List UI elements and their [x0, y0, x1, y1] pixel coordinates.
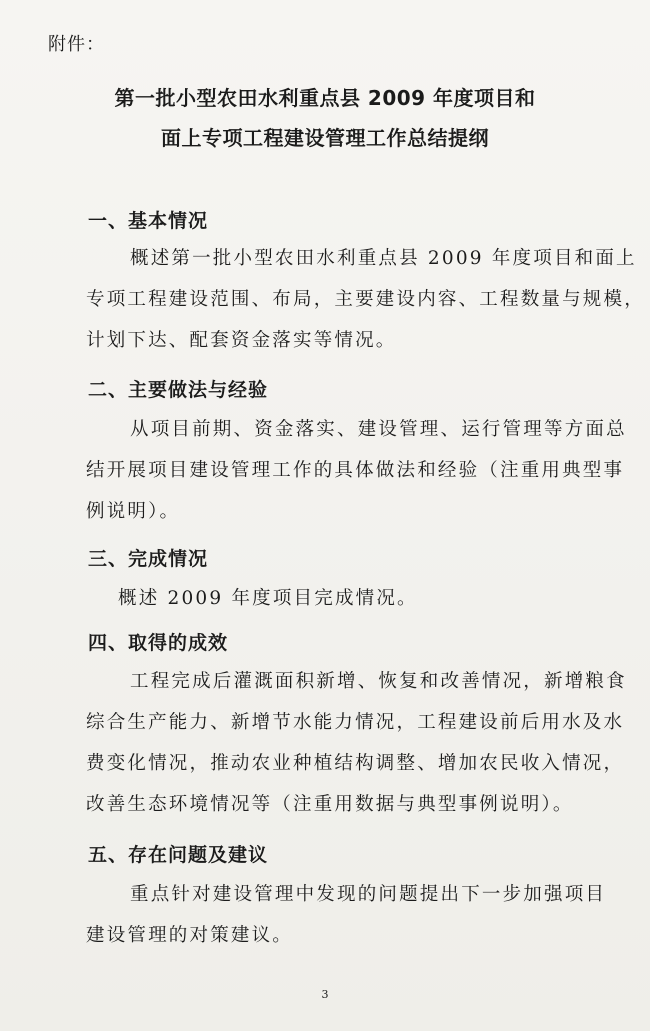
section-body-completion: [42, 578, 612, 619]
body-line: 综合生产能力、新增节水能力情况，工程建设前后用水及水: [86, 712, 625, 733]
section-heading-practice: 二、主要做法与经验: [88, 379, 269, 401]
body-line: 工程完成后灌溉面积新增、恢复和改善情况，新增粮食: [130, 671, 627, 692]
section-heading-completion: 三、完成情况: [88, 548, 209, 570]
section-body-results: [42, 661, 627, 825]
body-line: 专项工程建设范围、布局，主要建设内容、工程数量与规模，: [86, 289, 645, 310]
body-line: 例说明）。: [86, 501, 181, 522]
body-line: 结开展项目建设管理工作的具体做法和经验（注重用典型事: [86, 460, 625, 481]
body-line: 计划下达、配套资金落实等情况。: [86, 330, 397, 351]
document-title-line-2: 面上专项工程建设管理工作总结提纲: [161, 126, 489, 150]
page-number: 3: [321, 988, 329, 1001]
body-line: 费变化情况，推动农业种植结构调整、增加农民收入情况，: [86, 753, 625, 774]
body-line: 重点针对建设管理中发现的问题提出下一步加强项目: [130, 884, 607, 905]
document-title-line-1: 第一批小型农田水利重点县 2009 年度项目和: [114, 86, 536, 110]
section-heading-issues: 五、存在问题及建议: [88, 844, 269, 866]
section-heading-basic: 一、基本情况: [88, 210, 209, 232]
section-heading-results: 四、取得的成效: [88, 632, 229, 654]
attachment-label: 附件：: [48, 34, 105, 55]
body-line: 从项目前期、资金落实、建设管理、运行管理等方面总: [130, 419, 627, 440]
section-body-issues: [42, 874, 612, 956]
section-body-basic: [42, 238, 645, 361]
body-line: 概述第一批小型农田水利重点县 2009 年度项目和面上: [130, 248, 637, 269]
body-line: 改善生态环境情况等（注重用数据与典型事例说明）。: [86, 794, 574, 815]
body-line: 建设管理的对策建议。: [86, 925, 294, 946]
body-line: 概述 2009 年度项目完成情况。: [118, 588, 418, 609]
section-body-practice: [42, 409, 627, 532]
